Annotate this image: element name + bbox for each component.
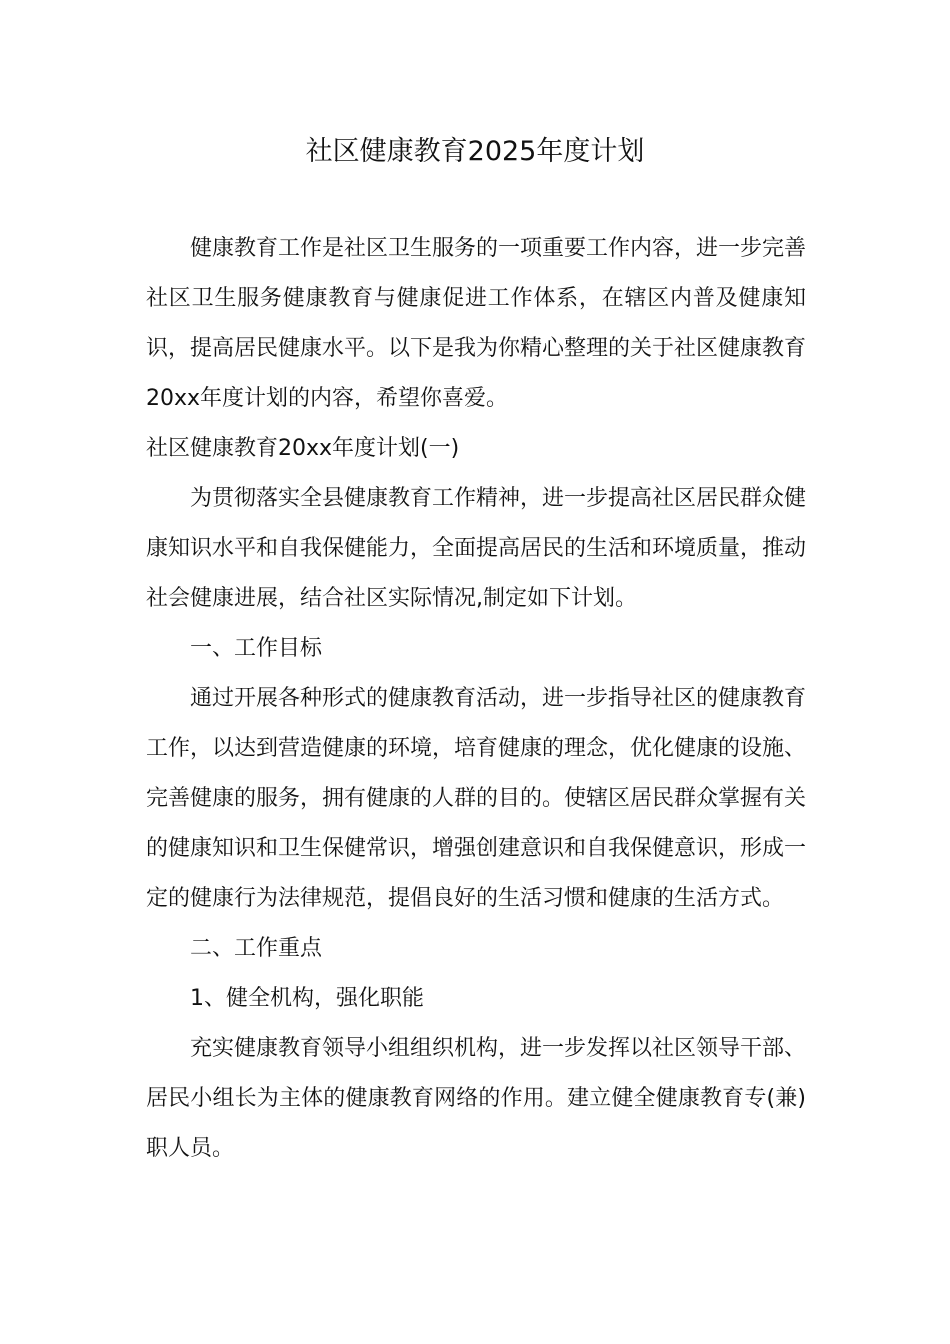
heading-organization: 1、健全机构，强化职能: [190, 986, 424, 1011]
paragraph-organization: 充实健康教育领导小组组织机构，进一步发挥以社区领导干部、居民小组长为主体的健康教育网络的作用。建立健全健康教育专(兼)职人员。: [146, 1036, 807, 1161]
heading-work-goals: 一、工作目标: [190, 636, 323, 661]
paragraph-work-goals: 通过开展各种形式的健康教育活动，进一步指导社区的健康教育工作，以达到营造健康的环境，培育健康的理念，优化健康的设施、完善健康的服务，拥有健康的人群的目的。使辖区居民群众掌握有关的健康知识和卫生保健常识，增强创建意识和自我保健意识，形成一定的健康行为法律规范，提倡良好的生活习惯和健康的生活方式。: [146, 686, 807, 911]
paragraph-purpose: 为贯彻落实全县健康教育工作精神，进一步提高社区居民群众健康知识水平和自我保健能力，全面提高居民的生活和环境质量，推动社会健康进展，结合社区实际情况,制定如下计划。: [146, 486, 807, 611]
paragraph-intro: 健康教育工作是社区卫生服务的一项重要工作内容，进一步完善社区卫生服务健康教育与健康促进工作体系，在辖区内普及健康知识，提高居民健康水平。以下是我为你精心整理的关于社区健康教育20xx年度计划的内容，希望你喜爱。: [146, 236, 807, 411]
document-body: [146, 224, 806, 1174]
heading-work-focus: 二、工作重点: [190, 936, 323, 961]
document-title: 社区健康教育2025年度计划: [305, 136, 645, 167]
section-heading-plan-1: 社区健康教育20xx年度计划(一): [146, 436, 460, 461]
